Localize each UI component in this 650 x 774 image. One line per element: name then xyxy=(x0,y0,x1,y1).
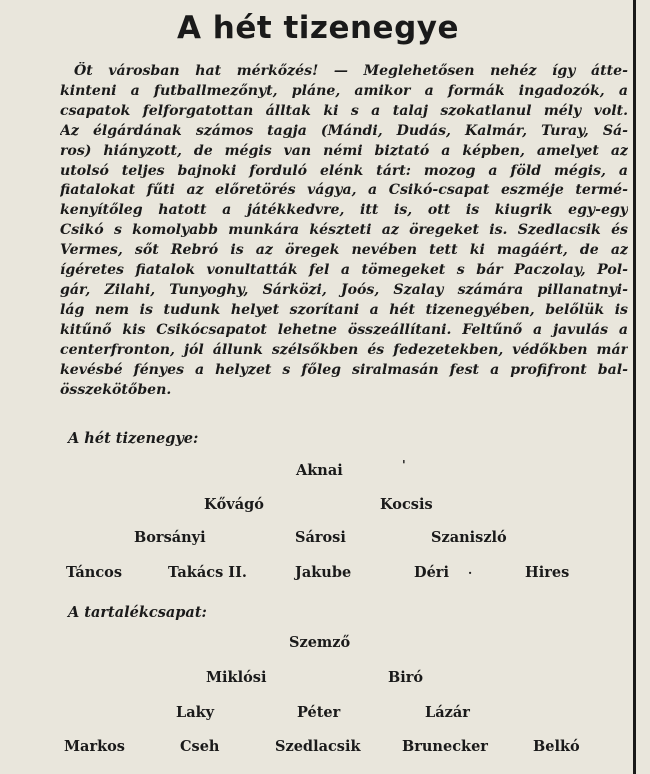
team-forward-4: Déri xyxy=(414,564,449,581)
team-heading: A hét tizenegye: xyxy=(68,430,199,447)
article-line: gár, Zilahi, Tunyoghy, Sárközi, Joós, Szalay számára pillanatnyi- xyxy=(60,281,628,298)
team-forward-1: Táncos xyxy=(66,564,123,581)
article-line: utolsó teljes bajnoki forduló elénk tárt: mozog a föld mégis, a xyxy=(60,162,628,179)
reserve-back-left: Miklósi xyxy=(206,669,267,686)
reserve-forward-1: Markos xyxy=(64,738,125,755)
article-line: ígéretes fiatalok vonultatták fel a tömegeket s bár Paczolay, Pol- xyxy=(60,262,628,279)
reserve-forward-4: Brunecker xyxy=(402,738,488,755)
team-forward-5: Hires xyxy=(525,564,570,581)
reserve-heading: A tartalékcsapat: xyxy=(68,604,207,621)
team-forward-2: Takács II. xyxy=(168,564,247,581)
reserve-goalkeeper: Szemző xyxy=(289,634,351,651)
article-line: kitűnő kis Csikócsapatot lehetne összeállítani. Feltűnő a javulás a xyxy=(60,321,628,338)
reserve-forward-3: Szedlacsik xyxy=(275,738,361,755)
article-line: Vermes, sőt Rebró is az öregek nevében tett ki magáért, de az xyxy=(60,242,628,259)
article-line: ros) hiányzott, de mégis van némi biztató a képben, amelyet az xyxy=(60,142,628,159)
reserve-half-center: Péter xyxy=(297,704,341,721)
article-line: fiatalokat fűti az előretörés vágya, a Csikó-csapat eszméje termé- xyxy=(60,182,628,199)
reserve-forward-2: Cseh xyxy=(180,738,220,755)
article-line: összekötőben. xyxy=(60,381,172,398)
team-half-left: Borsányi xyxy=(134,529,206,546)
reserve-back-right: Biró xyxy=(388,669,424,686)
article-line: Az élgárdának számos tagja (Mándi, Dudás, Kalmár, Turay, Sá- xyxy=(60,122,628,139)
article-line: kinteni a futballmezőnyt, pláne, amikor a formák ingadozók, a xyxy=(60,82,628,99)
team-back-left: Kővágó xyxy=(204,496,264,513)
article-title: A hét tizenegye xyxy=(176,10,460,46)
article-line: centerfronton, jól állunk szélsőkben és fedezetekben, védőkben már xyxy=(60,341,628,358)
team-back-right: Kocsis xyxy=(380,496,433,513)
team-forward-3: Jakube xyxy=(295,564,352,581)
article-line: Öt városban hat mérkőzés! — Meglehetősen nehéz így átte- xyxy=(74,63,628,79)
reserve-half-right: Lázár xyxy=(425,704,470,721)
article-line: kenyítőleg hatott a játékkedvre, itt is, ott is kiugrik egy-egy xyxy=(60,202,628,219)
team-half-center: Sárosi xyxy=(295,529,346,546)
print-mark: · xyxy=(468,566,473,580)
article-line: lág nem is tudunk helyet szorítani a hét tizenegyében, belőlük is xyxy=(60,301,628,318)
reserve-half-left: Laky xyxy=(176,704,215,721)
team-half-right: Szaniszló xyxy=(431,529,507,546)
article-line: kevésbé fényes a helyzet s főleg siralmasán fest a profifront bal- xyxy=(60,361,628,378)
reserve-forward-5: Belkó xyxy=(533,738,580,755)
team-goalkeeper: Aknai xyxy=(296,462,343,479)
article-line: csapatok felforgatottan álltak ki s a talaj szokatlanul mély volt. xyxy=(60,102,628,119)
article-body xyxy=(60,62,628,400)
print-mark: ' xyxy=(402,458,406,472)
article-line: Csikó s komolyabb munkára készteti az öregeket is. Szedlacsik és xyxy=(60,222,628,239)
